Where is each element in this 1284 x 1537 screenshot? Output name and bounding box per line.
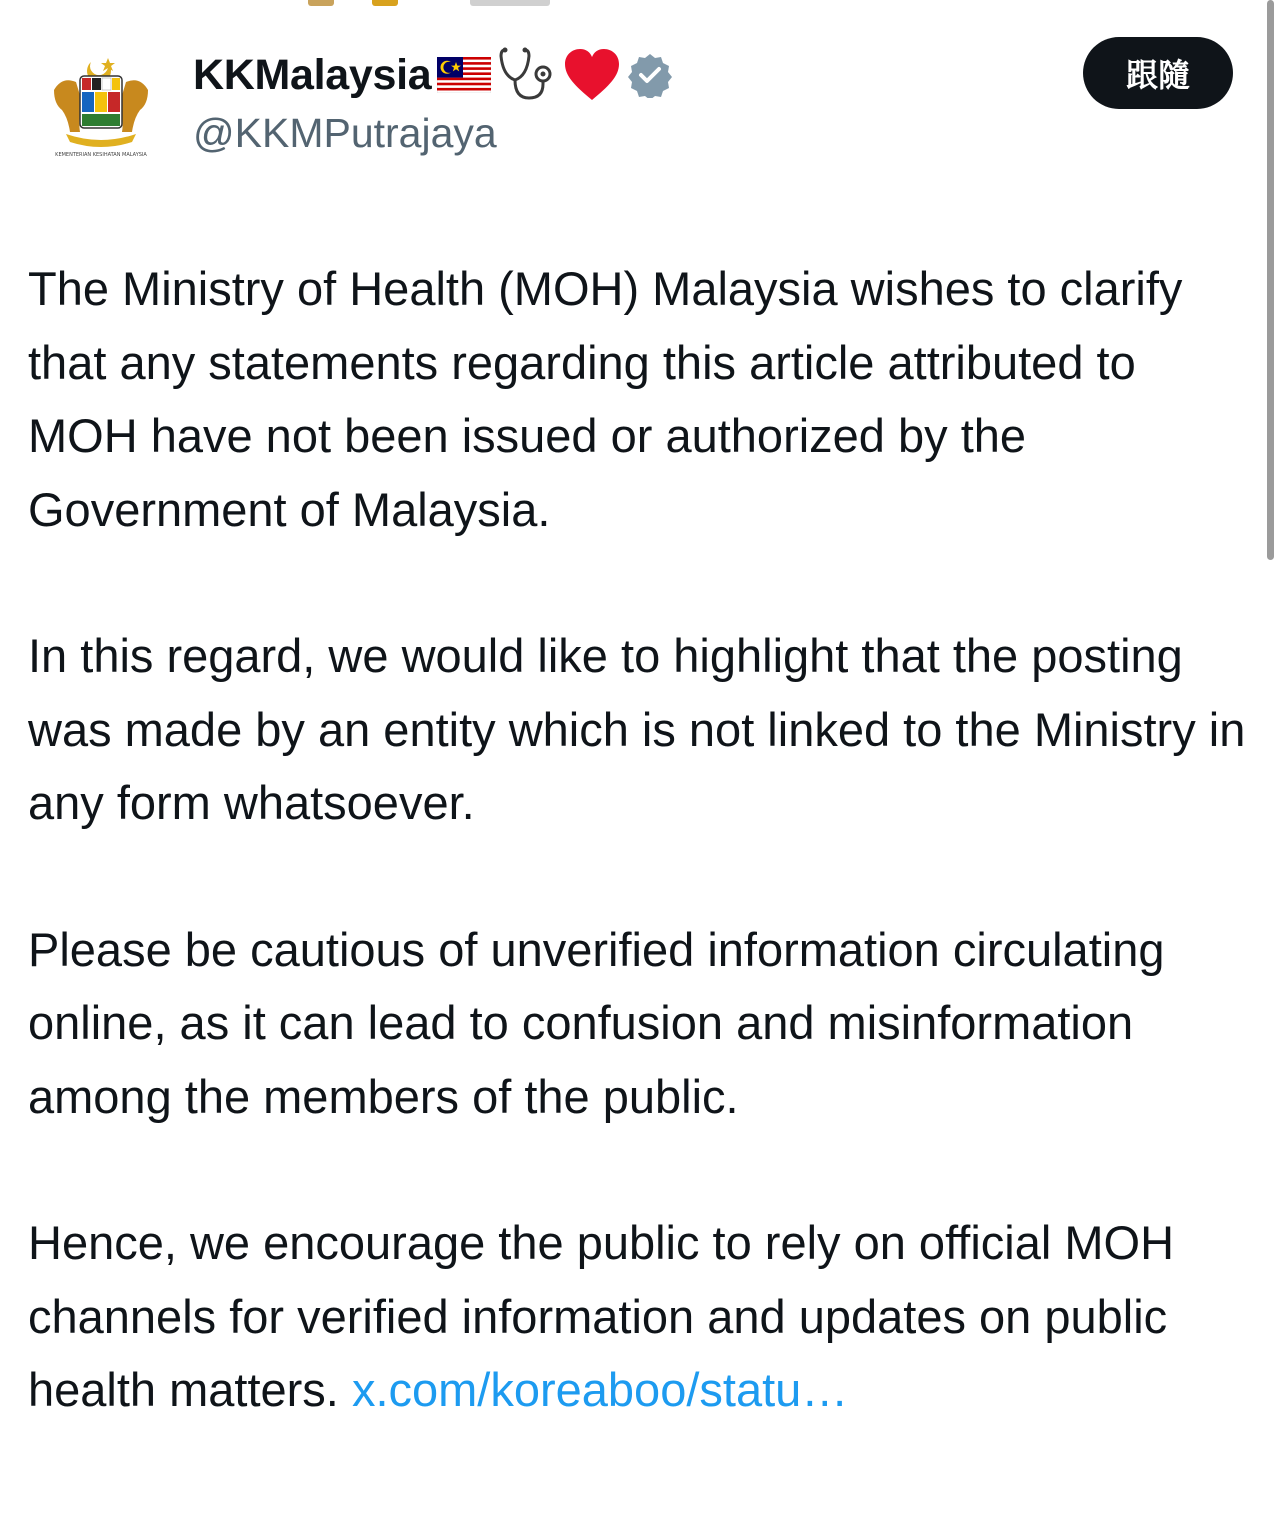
coat-of-arms-icon xyxy=(36,50,166,160)
verified-badge-icon[interactable] xyxy=(627,52,673,98)
malaysia-flag-icon xyxy=(437,57,491,93)
tweet-link[interactable]: x.com/koreaboo/statu… xyxy=(351,1363,849,1416)
display-name[interactable]: KKMalaysia xyxy=(193,50,432,99)
scrollbar[interactable] xyxy=(1267,0,1274,560)
tweet-paragraph: In this regard, we would like to highlight that the posting was made by an entity which is not linked to the Ministry in any form whatsoever. xyxy=(28,629,1246,829)
stethoscope-icon xyxy=(497,44,557,106)
account-handle[interactable]: @KKMPutrajaya xyxy=(193,110,497,156)
tweet-paragraph: The Ministry of Health (MOH) Malaysia wishes to clarify that any statements regarding this article attributed to MOH have not been issued or authorized by the Government of Malaysia. xyxy=(28,262,1183,536)
tweet-text xyxy=(28,252,1248,1427)
tweet-header xyxy=(0,0,1284,200)
red-heart-icon xyxy=(563,48,621,102)
tweet-paragraph-text: Hence, we encourage the public to rely on official MOH channels for verified information and updates on public health matters. xyxy=(28,1216,1175,1416)
avatar[interactable] xyxy=(36,50,166,160)
tweet-paragraph-last xyxy=(28,1206,1248,1427)
follow-button[interactable]: 跟隨 xyxy=(1083,37,1233,109)
tweet-paragraph: Please be cautious of unverified information circulating online, as it can lead to confusion and misinformation among the members of the public. xyxy=(28,922,1165,1123)
svg-text:KEMENTERIAN KESIHATAN MALAYSIA: KEMENTERIAN KESIHATAN MALAYSIA xyxy=(55,152,147,158)
account-name-row xyxy=(193,42,673,108)
